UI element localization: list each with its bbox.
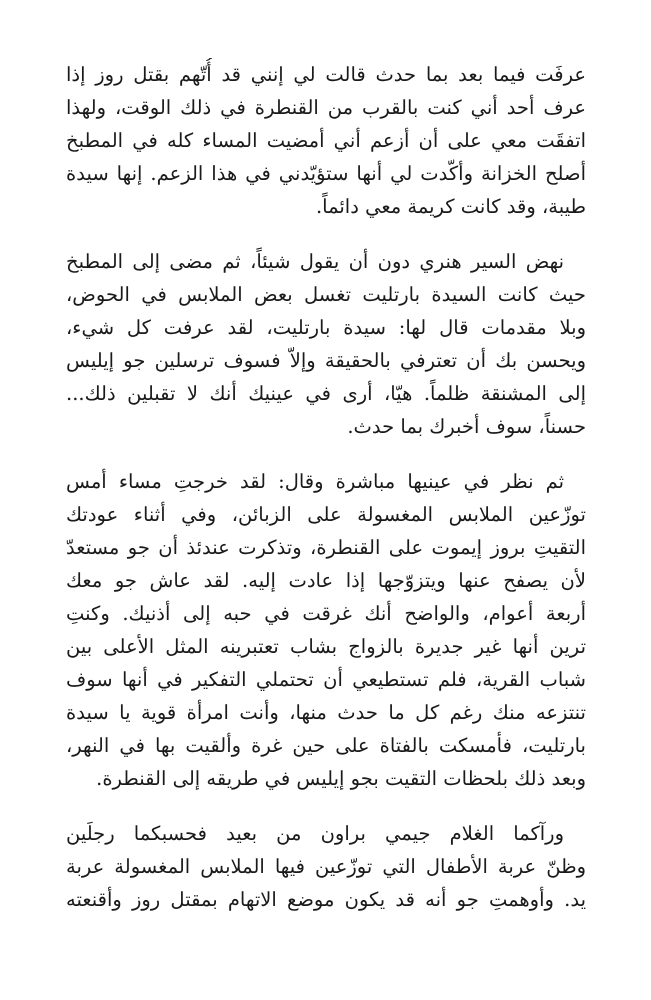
text-line: شباب القرية، فلم تستطيعي أن تحتملي التفكير في أنها سوف xyxy=(66,668,586,691)
paragraph-spacer xyxy=(66,443,586,465)
paragraph-2 xyxy=(66,245,586,443)
text-line: تنتزعه منك رغم كل ما حدث منها، وأنت امرأة قوية يا سيدة xyxy=(66,701,586,724)
text-line: وبعد ذلك بلحظات التقيت بجو إيليس في طريقه إلى القنطرة. xyxy=(96,767,586,790)
paragraph-spacer xyxy=(66,795,586,817)
paragraph-3 xyxy=(66,465,586,795)
book-page xyxy=(66,58,586,916)
paragraph-spacer xyxy=(66,223,586,245)
text-line: نهض السير هنري دون أن يقول شيئاً، ثم مضى إلى المطبخ xyxy=(66,250,564,273)
text-line: ورآكما الغلام جيمي براون من بعيد فحسبكما رجلَين xyxy=(66,822,564,845)
text-line: يد. وأوهمتِ جو أنه قد يكون موضع الاتهام بمقتل روز وأقنعته xyxy=(66,888,586,911)
text-line: أربعة أعوام، والواضح أنك غرقت في حبه إلى أذنيك. وكنتِ xyxy=(66,602,586,625)
text-line: ترين أنها غير جديرة بالزواج بشاب تعتبرينه المثل الأعلى بين xyxy=(66,635,586,658)
text-line: عرف أحد أني كنت بالقرب من القنطرة في ذلك الوقت، ولهذا xyxy=(66,96,586,119)
text-line: حيث كانت السيدة بارتليت تغسل بعض الملابس في الحوض، xyxy=(66,283,586,306)
text-line: التقيتِ بروز إيموت على القنطرة، وتذكرت عندئذ أن جو مستعدّ xyxy=(66,536,586,559)
text-line: توزّعين الملابس المغسولة على الزبائن، وفي أثناء عودتك xyxy=(66,503,586,526)
text-line: اتفقَت معي على أن أزعم أني أمضيت المساء كله في المطبخ xyxy=(66,129,586,152)
text-line: إلى المشنقة ظلماً. هيّا، أرى في عينيك أنك لا تقبلين ذلك... xyxy=(66,382,586,405)
text-line: ثم نظر في عينيها مباشرة وقال: لقد خرجتِ مساء أمس xyxy=(66,470,564,493)
text-line: ويحسن بك أن تعترفي بالحقيقة وإلاّ فسوف ترسلين جو إيليس xyxy=(66,349,586,372)
text-line: بارتليت، فأمسكت بالفتاة على حين غرة وألقيت بها في النهر، xyxy=(66,734,586,757)
paragraph-1 xyxy=(66,58,586,223)
text-line: حسناً، سوف أخبرك بما حدث. xyxy=(347,415,586,438)
paragraph-4 xyxy=(66,817,586,916)
text-line: لأن يصفح عنها ويتزوّجها إذا عادت إليه. لقد عاش جو معك xyxy=(66,569,586,592)
text-line: وبلا مقدمات قال لها: سيدة بارتليت، لقد عرفت كل شيء، xyxy=(66,316,586,339)
text-line: عرفَت فيما بعد بما حدث قالت لي إنني قد أُتّهم بقتل روز إذا xyxy=(66,63,586,86)
text-line: طيبة، وقد كانت كريمة معي دائماً. xyxy=(315,195,586,218)
text-line: أصلح الخزانة وأكّدت لي أنها ستؤيّدني في هذا الزعم. إنها سيدة xyxy=(66,162,586,185)
text-line: وظنّ عربة الأطفال التي توزّعين فيها الملابس المغسولة عربة xyxy=(66,855,586,878)
